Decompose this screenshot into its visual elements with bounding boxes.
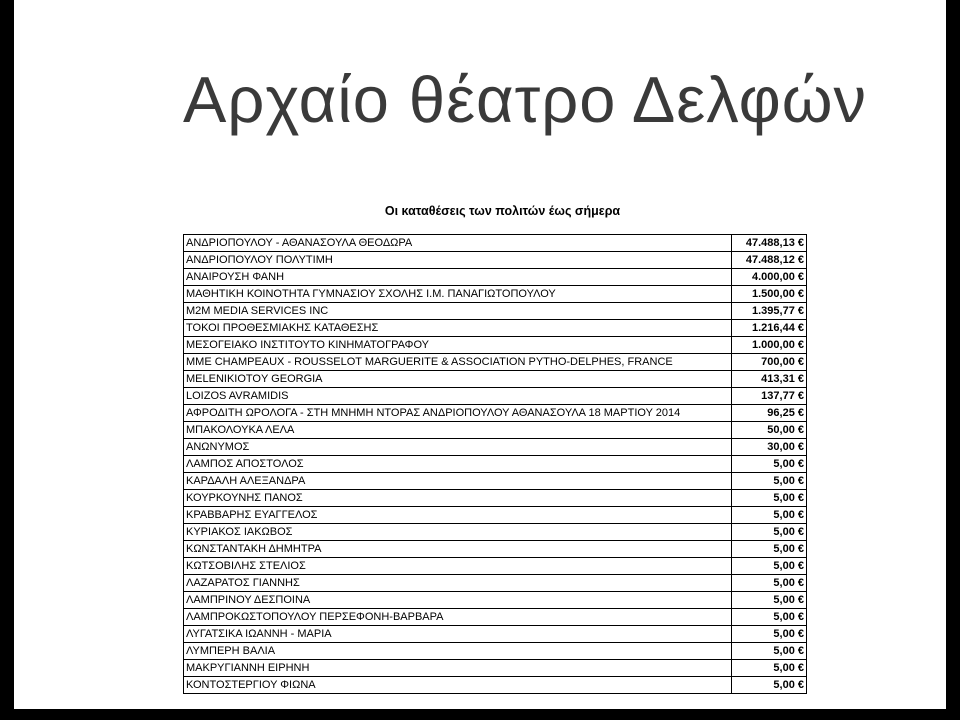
deposit-amount: 1.500,00 € bbox=[732, 286, 807, 303]
deposit-amount: 96,25 € bbox=[732, 405, 807, 422]
donor-name: M2M MEDIA SERVICES INC bbox=[184, 303, 732, 320]
table-row bbox=[184, 524, 807, 541]
table-row bbox=[184, 609, 807, 626]
deposit-amount: 50,00 € bbox=[732, 422, 807, 439]
table-row bbox=[184, 507, 807, 524]
table-row bbox=[184, 235, 807, 252]
donor-name: ΑΝΔΡΙΟΠΟΥΛΟΥ ΠΟΛΥΤΙΜΗ bbox=[184, 252, 732, 269]
deposit-amount: 5,00 € bbox=[732, 660, 807, 677]
table-row bbox=[184, 286, 807, 303]
donor-name: ΜΑΚΡΥΓΙΑΝΝΗ ΕΙΡΗΝΗ bbox=[184, 660, 732, 677]
donor-name: ΑΦΡΟΔΙΤΗ ΩΡΟΛΟΓΑ - ΣΤΗ ΜΝΗΜΗ ΝΤΟΡΑΣ ΑΝΔΡΙΟΠΟΥΛΟΥ ΑΘΑΝΑΣΟΥΛΑ 18 ΜΑΡΤΙΟΥ 2014 bbox=[184, 405, 732, 422]
deposit-amount: 5,00 € bbox=[732, 626, 807, 643]
donor-name: ΛΑΜΠΡΙΝΟΥ ΔΕΣΠΟΙΝΑ bbox=[184, 592, 732, 609]
deposit-amount: 5,00 € bbox=[732, 490, 807, 507]
table-row bbox=[184, 439, 807, 456]
donor-name: ΚΩΤΣΟΒΙΛΗΣ ΣΤΕΛΙΟΣ bbox=[184, 558, 732, 575]
table-row bbox=[184, 473, 807, 490]
table-row bbox=[184, 456, 807, 473]
deposit-amount: 5,00 € bbox=[732, 524, 807, 541]
table-row bbox=[184, 660, 807, 677]
table-caption: Οι καταθέσεις των πολιτών έως σήμερα bbox=[384, 204, 621, 218]
table-row bbox=[184, 354, 807, 371]
donor-name: ΛΑΜΠΡΟΚΩΣΤΟΠΟΥΛΟΥ ΠΕΡΣΕΦΟΝΗ-ΒΑΡΒΑΡΑ bbox=[184, 609, 732, 626]
table-row bbox=[184, 626, 807, 643]
deposit-amount: 5,00 € bbox=[732, 558, 807, 575]
table-row bbox=[184, 405, 807, 422]
donor-name: ΚΡΑΒΒΑΡΗΣ ΕΥΑΓΓΕΛΟΣ bbox=[184, 507, 732, 524]
donor-name: MME CHAMPEAUX - ROUSSELOT MARGUERITE & ASSOCIATION PYTHO-DELPHES, FRANCE bbox=[184, 354, 732, 371]
table-row bbox=[184, 541, 807, 558]
slide bbox=[14, 0, 946, 709]
deposits-table bbox=[183, 234, 807, 694]
deposit-amount: 5,00 € bbox=[732, 592, 807, 609]
deposit-amount: 1.395,77 € bbox=[732, 303, 807, 320]
deposit-amount: 700,00 € bbox=[732, 354, 807, 371]
deposit-amount: 47.488,13 € bbox=[732, 235, 807, 252]
deposit-amount: 137,77 € bbox=[732, 388, 807, 405]
donor-name: ΜΕΣΟΓΕΙΑΚΟ ΙΝΣΤΙΤΟΥΤΟ ΚΙΝΗΜΑΤΟΓΡΑΦΟΥ bbox=[184, 337, 732, 354]
deposit-amount: 4.000,00 € bbox=[732, 269, 807, 286]
donor-name: ΚΟΥΡΚΟΥΝΗΣ ΠΑΝΟΣ bbox=[184, 490, 732, 507]
donor-name: ΑΝΩΝΥΜΟΣ bbox=[184, 439, 732, 456]
donor-name: LOIZOS AVRAMIDIS bbox=[184, 388, 732, 405]
deposit-amount: 30,00 € bbox=[732, 439, 807, 456]
deposit-amount: 5,00 € bbox=[732, 541, 807, 558]
deposit-amount: 5,00 € bbox=[732, 643, 807, 660]
table-row bbox=[184, 592, 807, 609]
deposit-amount: 5,00 € bbox=[732, 456, 807, 473]
deposit-amount: 5,00 € bbox=[732, 473, 807, 490]
table-row bbox=[184, 337, 807, 354]
donor-name: ΚΑΡΔΑΛΗ ΑΛΕΞΑΝΔΡΑ bbox=[184, 473, 732, 490]
donor-name: ΑΝΔΡΙΟΠΟΥΛΟΥ - ΑΘΑΝΑΣΟΥΛΑ ΘΕΟΔΩΡΑ bbox=[184, 235, 732, 252]
table-row bbox=[184, 643, 807, 660]
donor-name: ΛΑΖΑΡΑΤΟΣ ΓΙΑΝΝΗΣ bbox=[184, 575, 732, 592]
table-row bbox=[184, 252, 807, 269]
deposit-amount: 5,00 € bbox=[732, 677, 807, 694]
donor-name: ΚΩΝΣΤΑΝΤΑΚΗ ΔΗΜΗΤΡΑ bbox=[184, 541, 732, 558]
deposit-amount: 413,31 € bbox=[732, 371, 807, 388]
donor-name: ΚΥΡΙΑΚΟΣ ΙΑΚΩΒΟΣ bbox=[184, 524, 732, 541]
donor-name: ΛΑΜΠΟΣ ΑΠΟΣΤΟΛΟΣ bbox=[184, 456, 732, 473]
table-row bbox=[184, 677, 807, 694]
deposit-amount: 1.216,44 € bbox=[732, 320, 807, 337]
deposit-amount: 5,00 € bbox=[732, 575, 807, 592]
table-row bbox=[184, 388, 807, 405]
table-row bbox=[184, 320, 807, 337]
deposit-amount: 47.488,12 € bbox=[732, 252, 807, 269]
deposit-amount: 5,00 € bbox=[732, 507, 807, 524]
table-row bbox=[184, 303, 807, 320]
donor-name: ΑΝΑΙΡΟΥΣΗ ΦΑΝΗ bbox=[184, 269, 732, 286]
donor-name: ΚΟΝΤΟΣΤΕΡΓΙΟΥ ΦΙΩΝΑ bbox=[184, 677, 732, 694]
donor-name: ΤΟΚΟΙ ΠΡΟΘΕΣΜΙΑΚΗΣ ΚΑΤΑΘΕΣΗΣ bbox=[184, 320, 732, 337]
table-row bbox=[184, 575, 807, 592]
donor-name: ΛΥΜΠΕΡΗ ΒΑΛΙΑ bbox=[184, 643, 732, 660]
donor-name: ΛΥΓΑΤΣΙΚΑ ΙΩΑΝΝΗ - ΜΑΡΙΑ bbox=[184, 626, 732, 643]
deposit-amount: 5,00 € bbox=[732, 609, 807, 626]
table-row bbox=[184, 490, 807, 507]
table-row bbox=[184, 422, 807, 439]
table-row bbox=[184, 371, 807, 388]
table-row bbox=[184, 558, 807, 575]
deposit-amount: 1.000,00 € bbox=[732, 337, 807, 354]
slide-title: Αρχαίο θέατρο Δελφών bbox=[182, 63, 868, 136]
donor-name: ΜΠΑΚΟΛΟΥΚΑ ΛΕΛΑ bbox=[184, 422, 732, 439]
donor-name: MELENIKIOTOY GEORGIA bbox=[184, 371, 732, 388]
table-row bbox=[184, 269, 807, 286]
deposits-table-container bbox=[183, 234, 807, 709]
donor-name: ΜΑΘΗΤΙΚΗ ΚΟΙΝΟΤΗΤΑ ΓΥΜΝΑΣΙΟΥ ΣΧΟΛΗΣ Ι.Μ. ΠΑΝΑΓΙΩΤΟΠΟΥΛΟΥ bbox=[184, 286, 732, 303]
